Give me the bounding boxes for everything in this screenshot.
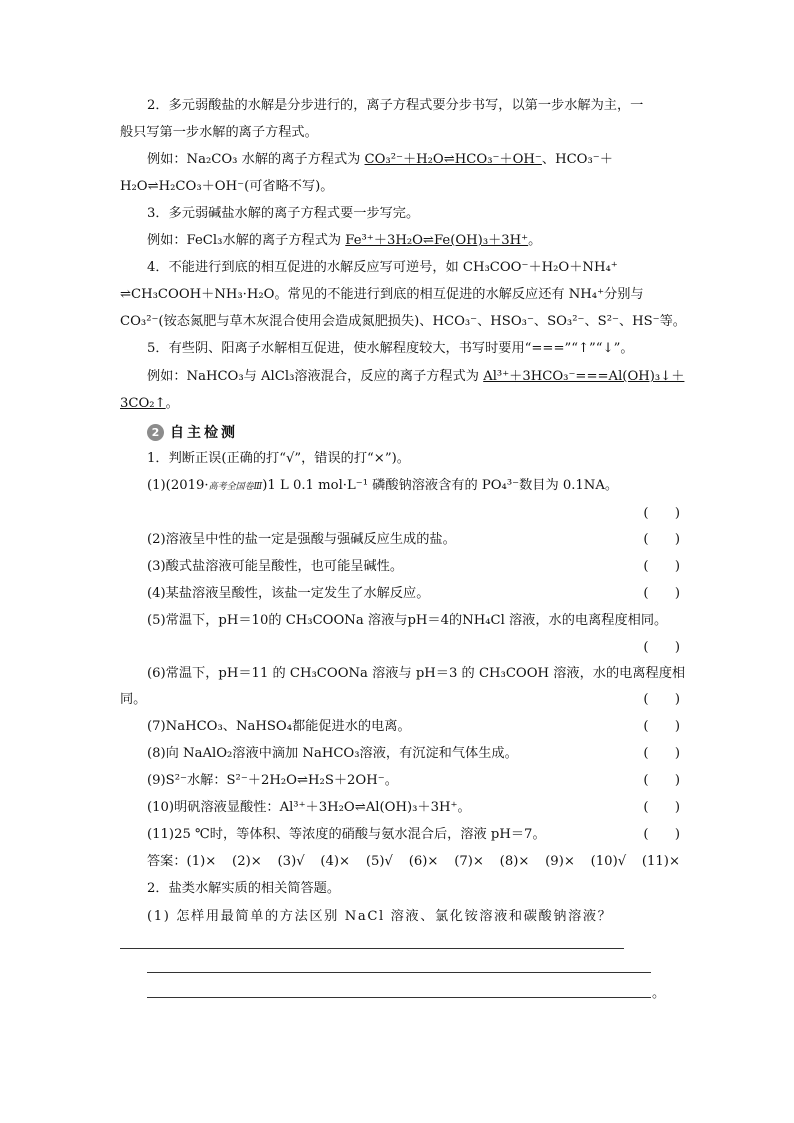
question-2-stem: 2．盐类水解实质的相关简答题。 [147, 881, 341, 896]
example-na2co3-text: 例如：Na₂CO₃ 水解的离子方程式为 [147, 152, 365, 167]
answer-line[interactable] [147, 972, 651, 973]
answers-row [147, 854, 680, 870]
question-1-stem: 1．判断正误(正确的打“√”，错误的打“×”)。 [147, 451, 410, 466]
answer-co2-line [120, 396, 680, 412]
item-text: (10)明矾溶液显酸性：Al³⁺＋3H₂O⇌Al(OH)₃＋3H⁺。 [147, 800, 471, 815]
answer-item: (6)× [408, 854, 439, 869]
answer-blank[interactable]: ( ) [643, 827, 680, 842]
question-1-item-6-cont [120, 692, 680, 708]
answer-blank[interactable]: ( ) [643, 559, 680, 574]
answer-line[interactable] [147, 997, 651, 998]
answer-item: (9)× [545, 854, 575, 869]
item-1-prefix: (1)(2019· [147, 478, 209, 493]
answer-co2: 3CO₂↑ [120, 396, 166, 411]
item-text: 同。 [120, 692, 147, 707]
item-text: (8)向 NaAlO₂溶液中滴加 NaHCO₃溶液，有沉淀和气体生成。 [147, 746, 518, 761]
answer-blank[interactable]: ( ) [643, 719, 680, 734]
answer-item: (2)× [232, 854, 262, 869]
item-text: (3)酸式盐溶液可能呈酸性，也可能呈碱性。 [147, 559, 404, 574]
example-na2co3 [147, 152, 680, 168]
answer-blank[interactable]: ( ) [643, 640, 680, 655]
question-1-item-3 [147, 559, 680, 575]
period: 。 [528, 233, 542, 248]
answer-fe-hydrolysis: Fe³⁺＋3H₂O⇌Fe(OH)₃＋3H⁺ [345, 233, 529, 248]
answer-blank[interactable]: ( ) [643, 746, 680, 761]
question-1-item-9 [147, 773, 680, 789]
answer-item: (8)× [499, 854, 530, 869]
item-text: (11)25 ℃时，等体积、等浓度的硝酸与氨水混合后，溶液 pH＝7。 [147, 827, 546, 842]
point-2-line2: 般只写第一步水解的离子方程式。 [120, 125, 318, 140]
question-2-sub-1: (1) 怎样用最简单的方法区别 NaCl 溶液、氯化铵溶液和碳酸钠溶液？ [147, 909, 613, 924]
question-1-item-1 [147, 478, 680, 495]
point-4-line1: 4．不能进行到底的相互促进的水解反应写可逆号，如 CH₃COO⁻＋H₂O＋NH₄⁺ [147, 260, 618, 275]
point-4-line3: CO₃²⁻(铵态氮肥与草木灰混合使用会造成氮肥损失)、HCO₃⁻、HSO₃⁻、SO₃²⁻、S²⁻、HS⁻等。 [120, 314, 686, 329]
question-1-item-4 [147, 586, 680, 602]
answer-line[interactable] [120, 948, 624, 949]
question-1-item-8 [147, 746, 680, 762]
answer-blank[interactable]: ( ) [643, 800, 680, 815]
example-nahco3-alcl3 [147, 369, 685, 385]
answer-end-period: 。 [652, 986, 666, 1001]
question-1-item-10 [147, 800, 680, 816]
point-3: 3．多元弱碱盐水解的离子方程式要一步写完。 [147, 206, 420, 221]
period: 。 [165, 396, 179, 411]
answer-blank[interactable]: ( ) [643, 692, 680, 707]
answer-item: (4)× [320, 854, 351, 869]
answer-item: 答案：(1)× [147, 854, 217, 869]
answer-blank[interactable]: ( ) [643, 506, 680, 521]
answer-item: (5)√ [365, 854, 393, 869]
question-1-item-7 [147, 719, 680, 735]
answer-item: (10)√ [590, 854, 627, 869]
answer-co3-hydrolysis: CO₃²⁻＋H₂O⇌HCO₃⁻＋OH⁻ [364, 152, 542, 167]
question-1-item-2 [147, 532, 680, 548]
question-1-item-6: (6)常温下，pH＝11 的 CH₃COONa 溶液与 pH＝3 的 CH₃COOH 溶液，水的电离程度相 [147, 666, 686, 681]
item-1-text: )1 L 0.1 mol·L⁻¹ 磷酸钠溶液含有的 PO₄³⁻数目为 0.1NA。 [262, 478, 619, 493]
answer-blank[interactable]: ( ) [643, 773, 680, 788]
answer-item: (3)√ [277, 854, 305, 869]
question-1-item-5: (5)常温下，pH＝10的 CH₃COONa 溶液与pH＝4的NH₄Cl 溶液，水的电离程度相同。 [147, 613, 668, 628]
point-4-line2: ⇌CH₃COOH＋NH₃·H₂O。常见的不能进行到底的相互促进的水解反应还有 NH₄⁺分别与 [120, 287, 644, 302]
item-text: (2)溶液呈中性的盐一定是强酸与强碱反应生成的盐。 [147, 532, 456, 547]
example-fecl3-text: 例如：FeCl₃水解的离子方程式为 [147, 233, 346, 248]
example-hco3-hydrolysis: H₂O⇌H₂CO₃＋OH⁻(可省略不写)。 [120, 179, 334, 194]
answer-item: (11)× [641, 854, 680, 869]
item-text: (9)S²⁻水解：S²⁻＋2H₂O⇌H₂S＋2OH⁻。 [147, 773, 398, 788]
section-header [147, 422, 238, 442]
answer-al-hco3-reaction: Al³⁺＋3HCO₃⁻===Al(OH)₃↓＋ [483, 369, 685, 384]
example-hco3: 、HCO₃⁻＋ [541, 152, 613, 167]
example-nahco3-text: 例如：NaHCO₃与 AlCl₃溶液混合，反应的离子方程式为 [147, 369, 484, 384]
section-number-badge: 2 [147, 424, 164, 441]
item-1-source: 高考全国卷Ⅲ [208, 482, 263, 492]
item-text: (7)NaHCO₃、NaHSO₄都能促进水的电离。 [147, 719, 411, 734]
example-fecl3 [147, 233, 680, 249]
question-1-item-11 [147, 827, 680, 843]
point-2-line1: 2．多元弱酸盐的水解是分步进行的，离子方程式要分步书写，以第一步水解为主，一 [147, 98, 644, 113]
item-text: (4)某盐溶液呈酸性，该盐一定发生了水解反应。 [147, 586, 430, 601]
answer-blank[interactable]: ( ) [643, 532, 680, 547]
answer-item: (7)× [454, 854, 484, 869]
point-5: 5．有些阴、阳离子水解相互促进，使水解程度较大，书写时要用“===”“↑”“↓”。 [147, 341, 634, 356]
answer-blank[interactable]: ( ) [643, 586, 680, 601]
section-title: 自主检测 [170, 425, 238, 441]
